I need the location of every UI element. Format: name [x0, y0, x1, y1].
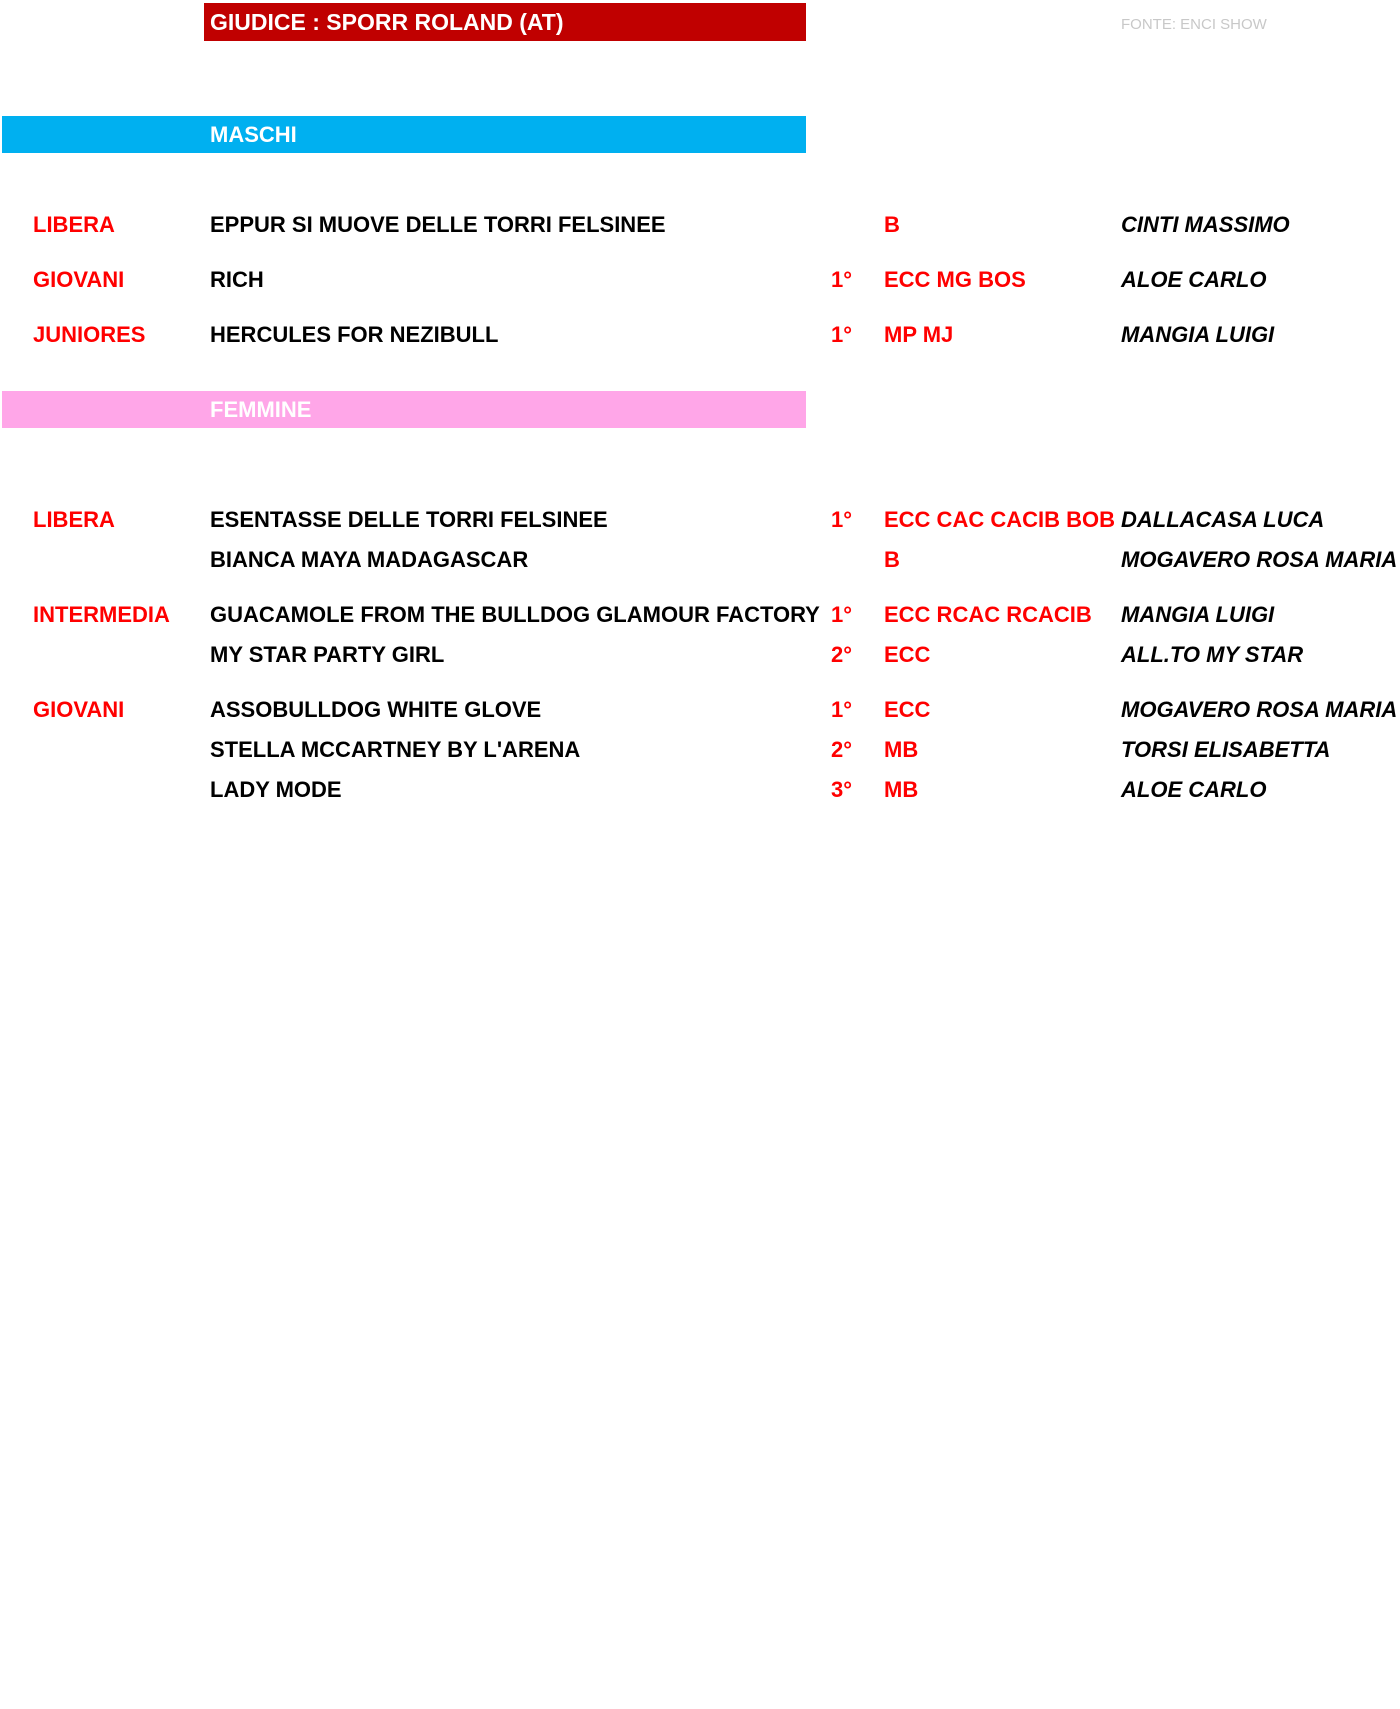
owner-name: MOGAVERO ROSA MARIA [1121, 547, 1398, 572]
result-row [0, 545, 1400, 575]
source-label: FONTE: ENCI SHOW [1121, 16, 1267, 33]
result-row [0, 320, 1400, 350]
placement: 2° [831, 642, 853, 667]
dog-name: ESENTASSE DELLE TORRI FELSINEE [210, 507, 608, 532]
owner-name: ALOE CARLO [1121, 777, 1267, 802]
dog-name: BIANCA MAYA MADAGASCAR [210, 547, 529, 572]
femmine-section-bar [2, 391, 806, 428]
maschi-section-bar [2, 116, 806, 153]
owner-name: MANGIA LUIGI [1121, 602, 1275, 627]
award: MB [884, 777, 919, 802]
result-row [0, 600, 1400, 630]
owner-name: ALOE CARLO [1121, 267, 1267, 292]
placement: 1° [831, 602, 853, 627]
dog-name: GUACAMOLE FROM THE BULLDOG GLAMOUR FACTORY [210, 602, 820, 627]
award: ECC RCAC RCACIB [884, 602, 1092, 627]
class-name: LIBERA [33, 212, 115, 237]
femmine-section-label: FEMMINE [210, 397, 312, 422]
judge-title: GIUDICE : SPORR ROLAND (AT) [210, 9, 564, 35]
dog-name: EPPUR SI MUOVE DELLE TORRI FELSINEE [210, 212, 666, 237]
owner-name: TORSI ELISABETTA [1121, 737, 1331, 762]
placement: 1° [831, 267, 853, 292]
dog-name: MY STAR PARTY GIRL [210, 642, 445, 667]
dog-name: LADY MODE [210, 777, 342, 802]
award: B [884, 212, 900, 237]
dog-name: HERCULES FOR NEZIBULL [210, 322, 499, 347]
owner-name: DALLACASA LUCA [1121, 507, 1325, 532]
result-row [0, 695, 1400, 725]
award: ECC MG BOS [884, 267, 1026, 292]
award: ECC CAC CACIB BOB [884, 507, 1115, 532]
placement: 1° [831, 697, 853, 722]
class-name: GIOVANI [33, 267, 125, 292]
dog-name: ASSOBULLDOG WHITE GLOVE [210, 697, 542, 722]
result-row [0, 775, 1400, 805]
placement: 2° [831, 737, 853, 762]
owner-name: MANGIA LUIGI [1121, 322, 1275, 347]
award: B [884, 547, 900, 572]
class-name: JUNIORES [33, 322, 146, 347]
dog-name: STELLA MCCARTNEY BY L'ARENA [210, 737, 581, 762]
class-name: LIBERA [33, 507, 115, 532]
placement: 3° [831, 777, 853, 802]
award: MB [884, 737, 919, 762]
result-row [0, 265, 1400, 295]
result-row [0, 735, 1400, 765]
owner-name: MOGAVERO ROSA MARIA [1121, 697, 1398, 722]
placement: 1° [831, 507, 853, 532]
owner-name: ALL.TO MY STAR [1121, 642, 1304, 667]
result-row [0, 640, 1400, 670]
award: MP MJ [884, 322, 954, 347]
dog-name: RICH [210, 267, 264, 292]
result-row [0, 210, 1400, 240]
award: ECC [884, 642, 931, 667]
award: ECC [884, 697, 931, 722]
result-row [0, 505, 1400, 535]
class-name: GIOVANI [33, 697, 125, 722]
owner-name: CINTI MASSIMO [1121, 212, 1290, 237]
class-name: INTERMEDIA [33, 602, 170, 627]
placement: 1° [831, 322, 853, 347]
maschi-section-label: MASCHI [210, 122, 297, 147]
